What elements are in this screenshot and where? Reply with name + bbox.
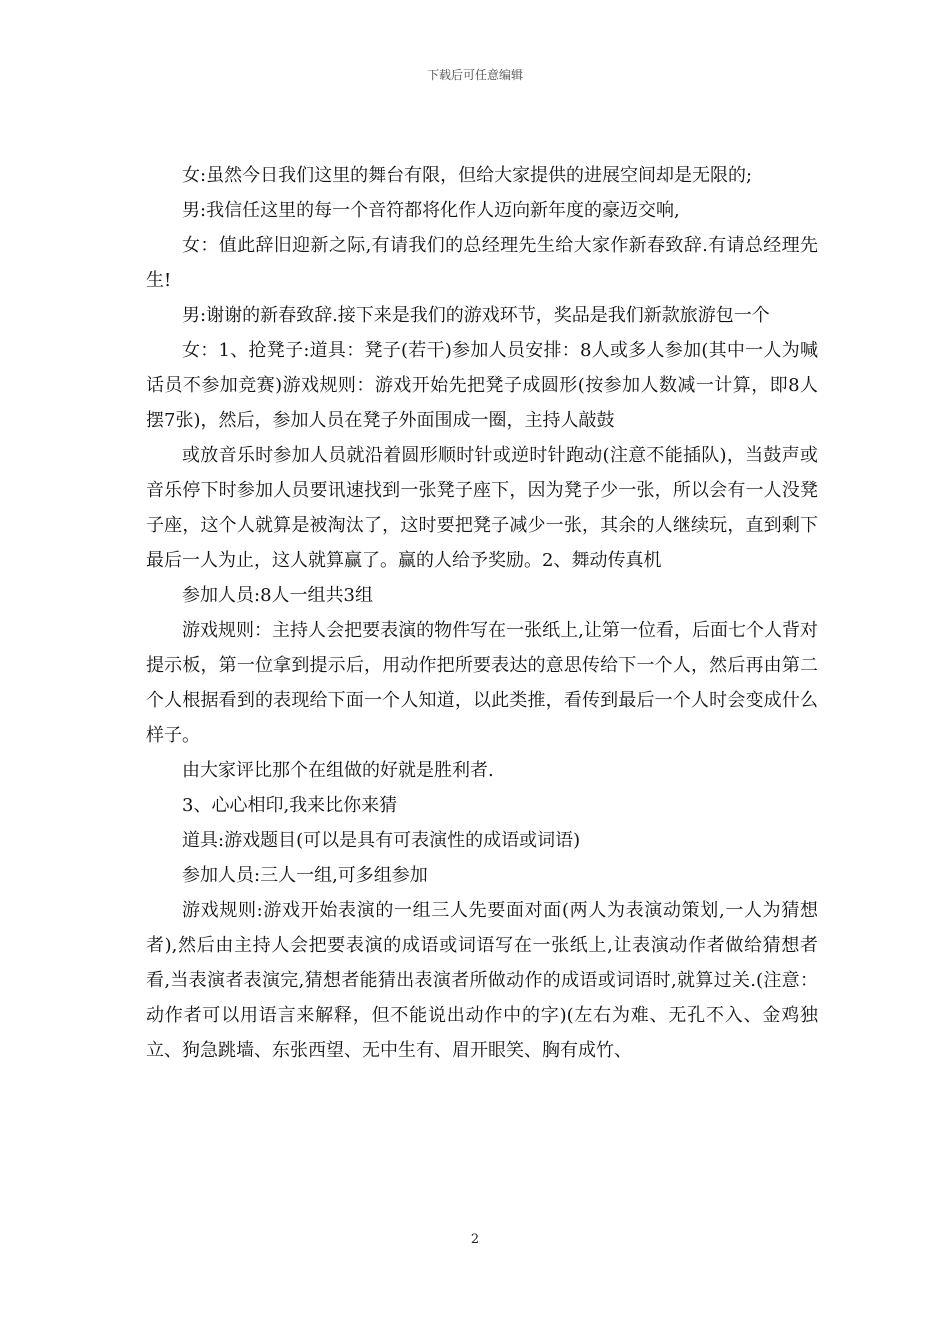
- paragraph: 由大家评比那个在组做的好就是胜利者.: [182, 760, 494, 781]
- page-number: 2: [470, 1232, 480, 1247]
- paragraph: 女：1、抢凳子:道具：凳子(若干)参加人员安排：8人或多人参加(其中一人为喊话员不参加竞赛)游戏规则：游戏开始先把凳子成圆形(按参加人数减一计算，即8人摆7张)，然后，参加人员在凳子外面围成一圈，主持人敲鼓: [146, 340, 818, 431]
- paragraph: 参加人员:8人一组共3组: [182, 585, 373, 606]
- paragraph: 3、心心相印,我来比你来猜: [182, 795, 398, 816]
- paragraph: 女：值此辞旧迎新之际,有请我们的总经理先生给大家作新春致辞.有请总经理先生!: [146, 235, 818, 291]
- paragraph: 游戏规则:游戏开始表演的一组三人先要面对面(两人为表演动策划,一人为猜想者),然后由主持人会把要表演的成语或词语写在一张纸上,让表演动作者做给猜想者看,当表演者表演完,猜想者能猜出表演者所做动作的成语或词语时,就算过关.(注意：动作者可以用语言来解释，但不能说出动作中的字)(左右为难、无孔不入、金鸡独立、狗急跳墙、东张西望、无中生有、眉开眼笑、胸有成竹、: [146, 900, 818, 1061]
- paragraph: 女:虽然今日我们这里的舞台有限，但给大家提供的进展空间却是无限的;: [182, 165, 753, 186]
- paragraph: 或放音乐时参加人员就沿着圆形顺时针或逆时针跑动(注意不能插队)，当鼓声或音乐停下时参加人员要讯速找到一张凳子座下，因为凳子少一张，所以会有一人没凳子座，这个人就算是被淘汰了，这时要把凳子减少一张，其余的人继续玩，直到剩下最后一人为止，这人就算赢了。赢的人给予奖励。2、舞动传真机: [146, 445, 818, 571]
- paragraph: 道具:游戏题目(可以是具有可表演性的成语或词语): [182, 830, 581, 851]
- paragraph: 男:谢谢的新春致辞.接下来是我们的游戏环节，奖品是我们新款旅游包一个: [182, 305, 770, 326]
- paragraph: 游戏规则：主持人会把要表演的物件写在一张纸上,让第一位看，后面七个人背对提示板，第一位拿到提示后，用动作把所要表达的意思传给下一个人，然后再由第二个人根据看到的表现给下面一个人知道，以此类推，看传到最后一个人时会变成什么样子。: [146, 620, 818, 746]
- paragraph: 男:我信任这里的每一个音符都将化作人迈向新年度的豪迈交响,: [182, 200, 680, 221]
- header-note: 下载后可任意编辑: [426, 68, 523, 82]
- paragraph: 参加人员:三人一组,可多组参加: [182, 865, 428, 886]
- document-body: [146, 158, 818, 1068]
